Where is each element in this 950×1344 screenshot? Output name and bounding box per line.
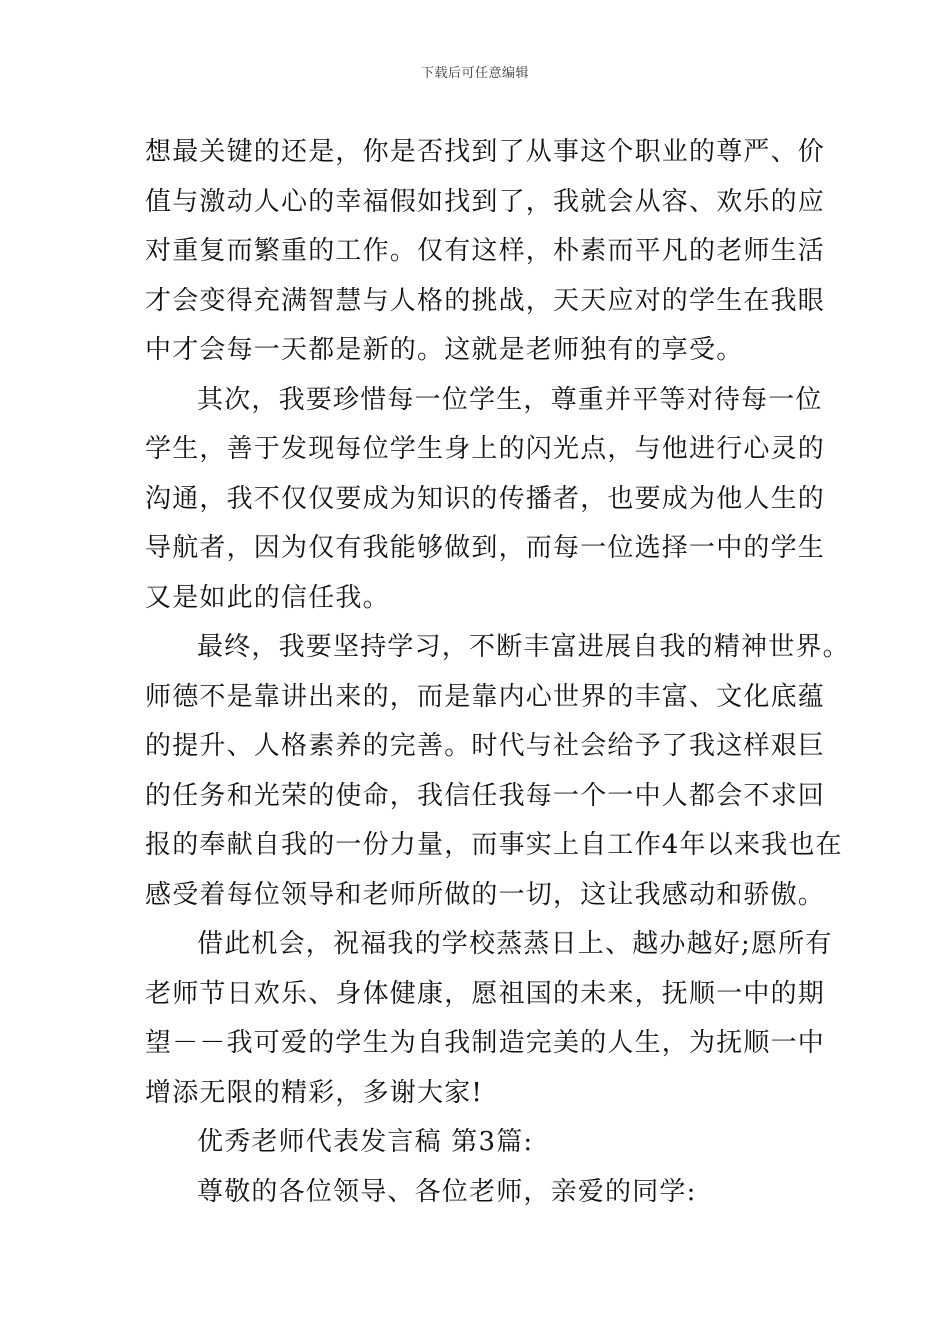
text-line: 又是如此的信任我。 bbox=[145, 582, 390, 613]
text-line: 增添无限的精彩，多谢大家! bbox=[145, 1077, 484, 1108]
text-line: 才会变得充满智慧与人格的挑战，天天应对的学生在我眼 bbox=[145, 285, 826, 316]
text-line: 最终，我要坚持学习，不断丰富进展自我的精神世界。 bbox=[197, 632, 850, 662]
text-line: 师德不是靠讲出来的，而是靠内心世界的丰富、文化底蕴 bbox=[145, 681, 826, 712]
text-line: 的任务和光荣的使命，我信任我每一个一中人都会不求回 bbox=[145, 780, 826, 811]
text-line: 值与激动人心的幸福假如找到了，我就会从容、欢乐的应 bbox=[145, 186, 826, 217]
text-line: 想最关键的还是，你是否找到了从事这个职业的尊严、价 bbox=[145, 137, 826, 167]
text-line: 学生，善于发现每位学生身上的闪光点，与他进行心灵的 bbox=[145, 434, 826, 464]
text-line: 感受着每位领导和老师所做的一切，这让我感动和骄傲。 bbox=[145, 879, 826, 910]
text-line: 优秀老师代表发言稿 第3篇: bbox=[197, 1127, 534, 1157]
text-line: 的提升、人格素养的完善。时代与社会给予了我这样艰巨 bbox=[145, 731, 826, 761]
text-line: 借此机会，祝福我的学校蒸蒸日上、越办越好;愿所有 bbox=[197, 929, 833, 959]
text-line: 报的奉献自我的一份力量，而事实上自工作4年以来我也在 bbox=[145, 830, 843, 860]
document-body bbox=[145, 128, 850, 1217]
text-line: 沟通，我不仅仅要成为知识的传播者，也要成为他人生的 bbox=[145, 483, 826, 514]
text-line: 老师节日欢乐、身体健康，愿祖国的未来，抚顺一中的期 bbox=[145, 978, 826, 1009]
text-line: 其次，我要珍惜每一位学生，尊重并平等对待每一位 bbox=[197, 384, 823, 415]
text-line: 中才会每一天都是新的。这就是老师独有的享受。 bbox=[145, 335, 744, 365]
text-line: 导航者，因为仅有我能够做到，而每一位选择一中的学生 bbox=[145, 533, 826, 563]
text-line: 尊敬的各位领导、各位老师，亲爱的同学: bbox=[197, 1176, 697, 1207]
text-line: 对重复而繁重的工作。仅有这样，朴素而平凡的老师生活 bbox=[145, 236, 826, 266]
text-line: 望－－我可爱的学生为自我制造完美的人生，为抚顺一中 bbox=[145, 1028, 826, 1058]
page-header-note: 下载后可任意编辑 bbox=[420, 66, 529, 81]
